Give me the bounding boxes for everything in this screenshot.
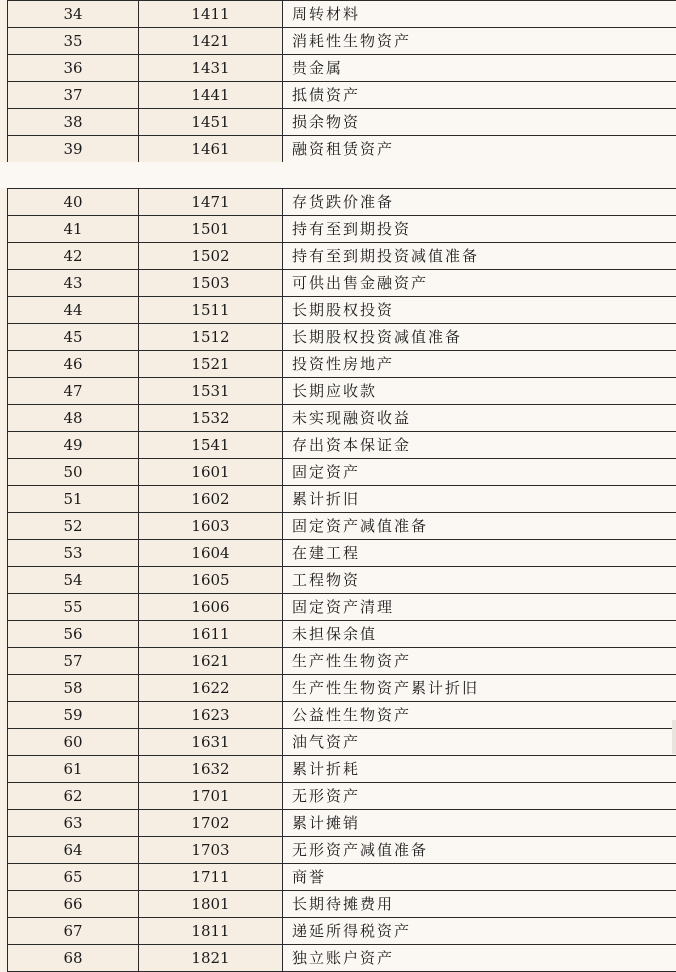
table-row: [8, 621, 676, 648]
account-table-bottom: [7, 188, 676, 972]
account-code-cell: 1421: [139, 28, 283, 55]
account-code-cell: 1411: [139, 1, 283, 28]
account-code-cell: 1606: [139, 594, 283, 621]
row-number-cell: 65: [8, 864, 139, 891]
account-code-cell: 1501: [139, 216, 283, 243]
account-name-cell: 融资租赁资产: [283, 136, 676, 163]
account-name-cell: 长期待摊费用: [283, 891, 676, 918]
table-row: [8, 55, 676, 82]
row-number-cell: 47: [8, 378, 139, 405]
account-name-cell: 独立账户资产: [283, 945, 676, 972]
account-code-cell: 1632: [139, 756, 283, 783]
account-name-cell: 无形资产减值准备: [283, 837, 676, 864]
row-number-cell: 63: [8, 810, 139, 837]
account-name-cell: 固定资产: [283, 459, 676, 486]
account-code-cell: 1701: [139, 783, 283, 810]
account-code-cell: 1511: [139, 297, 283, 324]
account-name-cell: 递延所得税资产: [283, 918, 676, 945]
account-name-cell: 存出资本保证金: [283, 432, 676, 459]
row-number-cell: 54: [8, 567, 139, 594]
row-number-cell: 40: [8, 189, 139, 216]
account-name-cell: 损余物资: [283, 109, 676, 136]
table-row: [8, 594, 676, 621]
table-row: [8, 82, 676, 109]
row-number-cell: 53: [8, 540, 139, 567]
account-name-cell: 持有至到期投资: [283, 216, 676, 243]
row-number-cell: 67: [8, 918, 139, 945]
account-code-cell: 1711: [139, 864, 283, 891]
account-code-cell: 1631: [139, 729, 283, 756]
row-number-cell: 64: [8, 837, 139, 864]
row-number-cell: 68: [8, 945, 139, 972]
row-number-cell: 46: [8, 351, 139, 378]
row-number-cell: 38: [8, 109, 139, 136]
account-name-cell: 贵金属: [283, 55, 676, 82]
account-code-cell: 1531: [139, 378, 283, 405]
account-code-cell: 1521: [139, 351, 283, 378]
table-row: [8, 405, 676, 432]
account-name-cell: 商誉: [283, 864, 676, 891]
row-number-cell: 52: [8, 513, 139, 540]
account-code-cell: 1503: [139, 270, 283, 297]
table-row: [8, 567, 676, 594]
table-row: [8, 891, 676, 918]
account-code-cell: 1801: [139, 891, 283, 918]
table-row: [8, 297, 676, 324]
table-row: [8, 1, 676, 28]
account-code-cell: 1461: [139, 136, 283, 163]
account-code-cell: 1821: [139, 945, 283, 972]
table-row: [8, 756, 676, 783]
table-row: [8, 270, 676, 297]
table-row: [8, 648, 676, 675]
account-code-cell: 1602: [139, 486, 283, 513]
account-name-cell: 周转材料: [283, 1, 676, 28]
table-row: [8, 459, 676, 486]
account-code-cell: 1502: [139, 243, 283, 270]
row-number-cell: 56: [8, 621, 139, 648]
account-name-cell: 固定资产减值准备: [283, 513, 676, 540]
account-name-cell: 长期股权投资减值准备: [283, 324, 676, 351]
account-name-cell: 未实现融资收益: [283, 405, 676, 432]
row-number-cell: 37: [8, 82, 139, 109]
account-name-cell: 累计折耗: [283, 756, 676, 783]
table-row: [8, 109, 676, 136]
account-code-cell: 1532: [139, 405, 283, 432]
row-number-cell: 42: [8, 243, 139, 270]
table-row: [8, 810, 676, 837]
account-table-top-body: [8, 1, 676, 163]
row-number-cell: 61: [8, 756, 139, 783]
table-row: [8, 324, 676, 351]
account-name-cell: 未担保余值: [283, 621, 676, 648]
account-name-cell: 可供出售金融资产: [283, 270, 676, 297]
table-row: [8, 28, 676, 55]
account-name-cell: 累计折旧: [283, 486, 676, 513]
row-number-cell: 44: [8, 297, 139, 324]
table-row: [8, 513, 676, 540]
table-row: [8, 864, 676, 891]
account-code-cell: 1623: [139, 702, 283, 729]
account-name-cell: 长期股权投资: [283, 297, 676, 324]
row-number-cell: 36: [8, 55, 139, 82]
account-code-cell: 1611: [139, 621, 283, 648]
account-code-cell: 1541: [139, 432, 283, 459]
row-number-cell: 39: [8, 136, 139, 163]
table-row: [8, 432, 676, 459]
table-row: [8, 189, 676, 216]
account-code-cell: 1431: [139, 55, 283, 82]
account-table-bottom-body: [8, 189, 676, 972]
row-number-cell: 34: [8, 1, 139, 28]
account-name-cell: 无形资产: [283, 783, 676, 810]
account-code-cell: 1512: [139, 324, 283, 351]
page-edge-shadow: [672, 720, 676, 754]
account-table-top: [7, 0, 676, 163]
account-name-cell: 固定资产清理: [283, 594, 676, 621]
row-number-cell: 50: [8, 459, 139, 486]
account-code-cell: 1622: [139, 675, 283, 702]
table-row: [8, 243, 676, 270]
account-code-cell: 1604: [139, 540, 283, 567]
account-code-cell: 1601: [139, 459, 283, 486]
row-number-cell: 43: [8, 270, 139, 297]
table-gap: [0, 162, 676, 188]
account-code-cell: 1621: [139, 648, 283, 675]
row-number-cell: 60: [8, 729, 139, 756]
account-name-cell: 存货跌价准备: [283, 189, 676, 216]
row-number-cell: 45: [8, 324, 139, 351]
account-code-cell: 1702: [139, 810, 283, 837]
row-number-cell: 48: [8, 405, 139, 432]
row-number-cell: 35: [8, 28, 139, 55]
row-number-cell: 55: [8, 594, 139, 621]
account-code-cell: 1441: [139, 82, 283, 109]
row-number-cell: 62: [8, 783, 139, 810]
table-row: [8, 945, 676, 972]
row-number-cell: 49: [8, 432, 139, 459]
account-name-cell: 累计摊销: [283, 810, 676, 837]
table-row: [8, 136, 676, 163]
row-number-cell: 41: [8, 216, 139, 243]
account-name-cell: 生产性生物资产: [283, 648, 676, 675]
table-row: [8, 675, 676, 702]
account-name-cell: 持有至到期投资减值准备: [283, 243, 676, 270]
table-row: [8, 486, 676, 513]
account-name-cell: 工程物资: [283, 567, 676, 594]
table-row: [8, 918, 676, 945]
account-code-cell: 1451: [139, 109, 283, 136]
row-number-cell: 51: [8, 486, 139, 513]
table-row: [8, 216, 676, 243]
account-name-cell: 长期应收款: [283, 378, 676, 405]
account-code-cell: 1811: [139, 918, 283, 945]
table-row: [8, 378, 676, 405]
table-row: [8, 837, 676, 864]
account-name-cell: 在建工程: [283, 540, 676, 567]
table-row: [8, 351, 676, 378]
table-row: [8, 783, 676, 810]
account-name-cell: 油气资产: [283, 729, 676, 756]
account-name-cell: 抵债资产: [283, 82, 676, 109]
account-code-cell: 1605: [139, 567, 283, 594]
row-number-cell: 57: [8, 648, 139, 675]
account-name-cell: 生产性生物资产累计折旧: [283, 675, 676, 702]
account-name-cell: 投资性房地产: [283, 351, 676, 378]
row-number-cell: 66: [8, 891, 139, 918]
account-name-cell: 公益性生物资产: [283, 702, 676, 729]
account-code-cell: 1703: [139, 837, 283, 864]
table-row: [8, 540, 676, 567]
account-name-cell: 消耗性生物资产: [283, 28, 676, 55]
table-row: [8, 702, 676, 729]
row-number-cell: 58: [8, 675, 139, 702]
row-number-cell: 59: [8, 702, 139, 729]
table-row: [8, 729, 676, 756]
account-code-cell: 1603: [139, 513, 283, 540]
account-code-cell: 1471: [139, 189, 283, 216]
